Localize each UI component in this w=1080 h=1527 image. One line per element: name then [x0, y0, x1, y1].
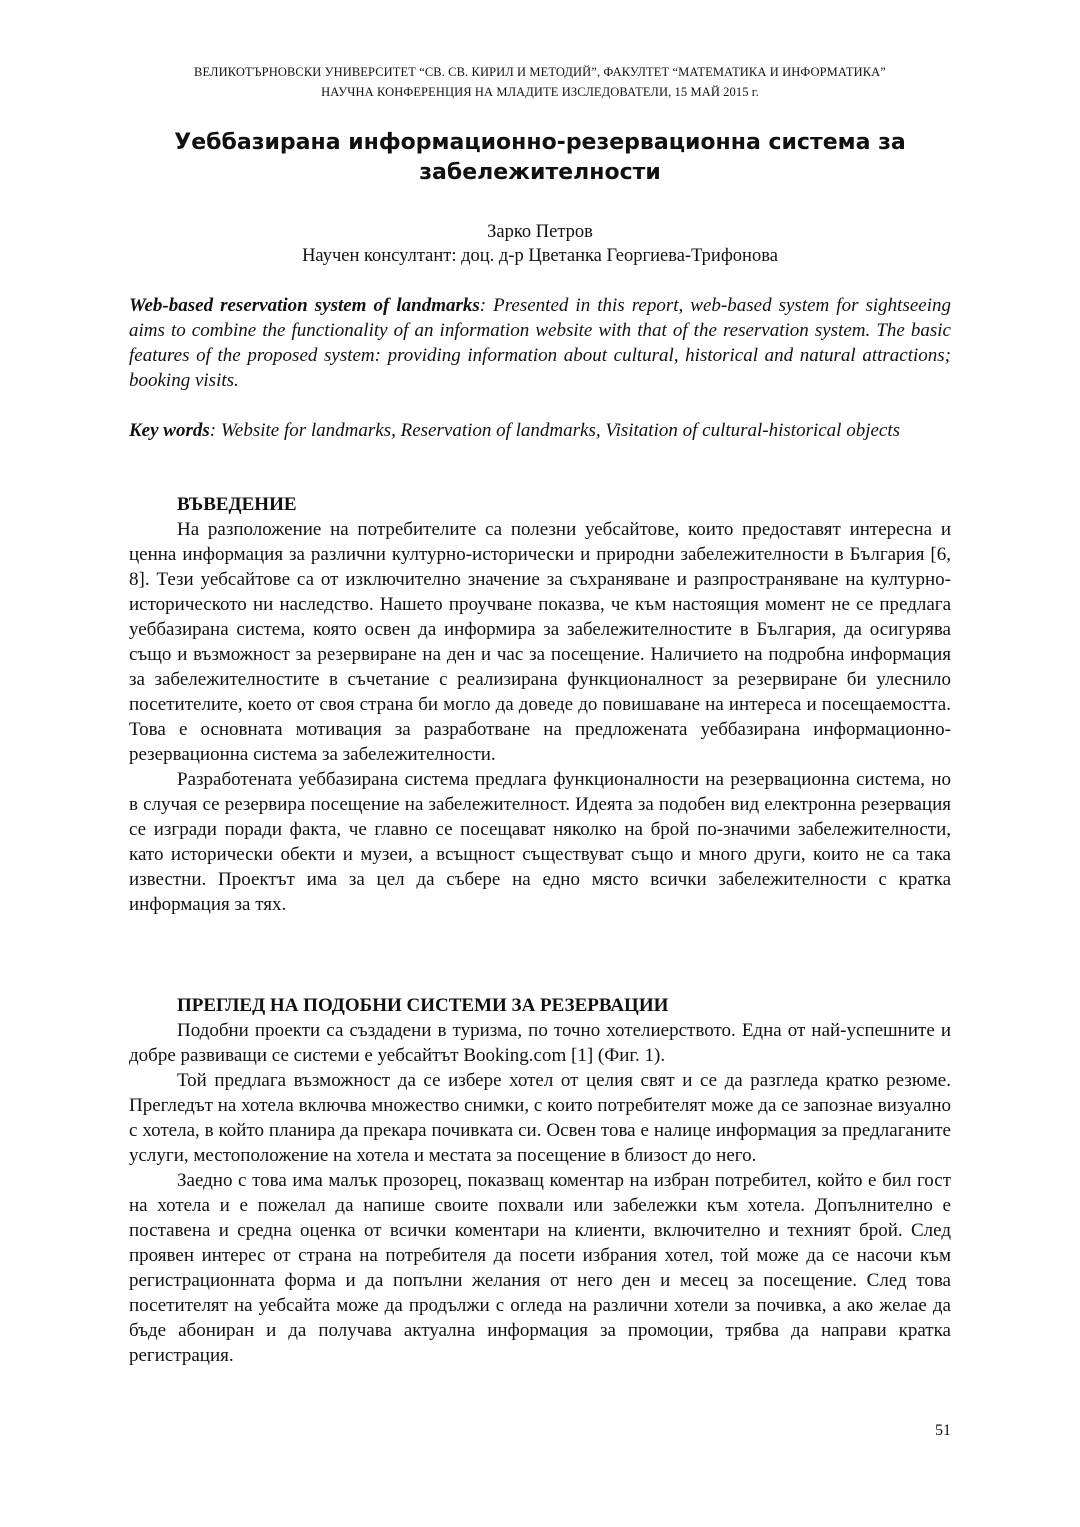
- section-heading-similar-systems: ПРЕГЛЕД НА ПОДОБНИ СИСТЕМИ ЗА РЕЗЕРВАЦИИ: [177, 995, 669, 1016]
- paragraph: Той предлага възможност да се избере хотел от целия свят и се да разгледа кратко резюме. Прегледът на хотела включва множество снимки, с които потребителят може да се запознае визуално с хотела, в който планира да прекара почивката си. Освен това е налице информация за предлаганите услуги, местоположение на хотела и местата за посещение в близост до него.: [129, 1070, 951, 1166]
- keywords-text: : Website for landmarks, Reservation of landmarks, Visitation of cultural-historical objects: [209, 420, 901, 441]
- header-line-1: ВЕЛИКОТЪРНОВСКИ УНИВЕРСИТЕТ “СВ. СВ. КИРИЛ И МЕТОДИЙ”, ФАКУЛТЕТ “МАТЕМАТИКА И ИНФОРМАТИКА”: [194, 65, 886, 79]
- abstract: [129, 293, 951, 393]
- keywords-label: Key words: [129, 420, 210, 441]
- page-number: 51: [935, 1422, 951, 1439]
- header-line-2: НАУЧНА КОНФЕРЕНЦИЯ НА МЛАДИТЕ ИЗСЛЕДОВАТЕЛИ, 15 МАЙ 2015 г.: [321, 85, 759, 99]
- paragraph: Заедно с това има малък прозорец, показващ коментар на избран потребител, който е бил гост на хотела и е пожелал да напише своите похвали или забележки към хотела. Допълнително е поставена и средна оценка от всички коментари на клиенти, включително и техният брой. След проявен интерес от страна на потребителя да посети избрания хотел, той може да се насочи към регистрационната форма и да попълни желания от него ден и месец за посещение. След това посетителят на уебсайта може да продължи с огледа на различни хотели за почивка, а ако желае да бъде абониран и да получава актуална информация за промоции, трябва да направи кратка регистрация.: [129, 1170, 951, 1366]
- section-similar-systems-body: [129, 1018, 951, 1368]
- paragraph: Подобни проекти са създадени в туризма, по точно хотелиерството. Една от най-успешните и добре развиващи се системи е уебсайтът Booking.com [1] (Фиг. 1).: [129, 1020, 951, 1066]
- scientific-consultant: Научен консултант: доц. д-р Цветанка Георгиева-Трифонова: [302, 246, 778, 266]
- paragraph: Разработената уеббазирана система предлага функционалности на резервационна система, но в случая се резервира посещение на забележителност. Идеята за подобен вид електронна резервация се изгради поради факта, че главно се посещават няколко на брой по-значими забележителности, като исторически обекти и музеи, а всъщност съществуват също и много други, които не са така известни. Проектът има за цел да събере на едно място всички забележителности с кратка информация за тях.: [129, 769, 951, 915]
- author-name: Зарко Петров: [487, 222, 593, 242]
- paragraph: На разположение на потребителите са полезни уебсайтове, които предоставят интересна и ценна информация за различни културно-исторически и природни забележителности в България [6, 8]. Тези уебсайтове са от изключително значение за съхраняване и разпространяване на културно-историческото ни наследство. Нашето проучване показва, че към настоящия момент не се предлага уеббазирана система, която освен да информира за забележителностите в България, да осигурява също и възможност за резервиране на ден и час за посещение. Наличието на подробна информация за забележителностите в съчетание с реализирана функционалност за резервиране би улеснило посетителите, което от своя страна би могло да доведе до повишаване на интереса и посещаемостта. Това е основната мотивация за разработване на предложената уеббазирана информационно-резервационна система за забележителности.: [129, 519, 951, 765]
- section-introduction-body: [129, 517, 951, 917]
- abstract-text: : Presented in this report, web-based system for sightseeing aims to combine the functionality of an information website with that of the reservation system. The basic features of the proposed system: providing information about cultural, historical and natural attractions; booking visits.: [129, 295, 951, 391]
- paper-title: Уеббазирана информационно-резервационна система за забележителности: [174, 130, 906, 185]
- keywords: [129, 418, 951, 443]
- abstract-label: Web-based reservation system of landmarks: [129, 295, 480, 316]
- section-heading-introduction: ВЪВЕДЕНИЕ: [177, 494, 297, 515]
- conference-header: [0, 62, 1080, 102]
